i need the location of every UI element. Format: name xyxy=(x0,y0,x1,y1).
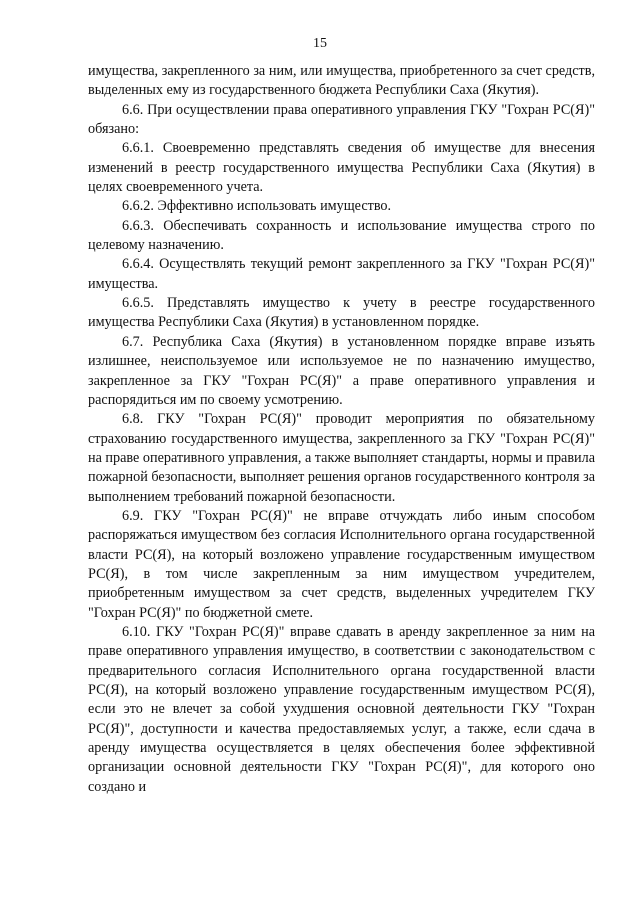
paragraph-6-6-5: 6.6.5. Представлять имущество к учету в реестре государственного имущества Республики Саха (Якутия) в установленном порядке. xyxy=(88,295,595,331)
paragraph-6-6-3: 6.6.3. Обеспечивать сохранность и использование имущества строго по целевому назначению. xyxy=(88,217,595,254)
paragraph-continuation: имущества, закрепленного за ним, или имущества, приобретенного за счет средств, выделенных ему из государственного бюджета Республики Саха (Якутия). xyxy=(88,63,595,99)
paragraph-6-10: 6.10. ГКУ "Гохран РС(Я)" вправе сдавать в аренду закрепленное за ним на праве оперативного управления имущество, в соответствии с законодательством с предварительного согласия Исполнительного органа государственной власти РС(Я), на который возложено управление государственным имуществом РС(Я), если это не влечет за собой ухудшения основной деятельности ГКУ "Гохран РС(Я)", доступности и качества предоставляемых услуг, а также, если сдача в аренду имущества осуществляется в целях обеспечения более эффективной организации основной деятельности ГКУ "Гохран РС(Я)", для которого оно создано и xyxy=(88,623,595,795)
paragraph-6-6-1: 6.6.1. Своевременно представлять сведения об имуществе для внесения изменений в реестр государственного имущества Республики Саха (Якутия) в целях своевременного учета. xyxy=(88,140,595,196)
paragraph-6-6-2: 6.6.2. Эффективно использовать имущество. xyxy=(122,198,392,215)
paragraph-6-7: 6.7. Республика Саха (Якутия) в установленном порядке вправе изъять излишнее, неиспользуемое или используемое не по назначению имущество, закрепленное за ГКУ "Гохран РС(Я)" а праве оперативного управления и распорядиться им по своему усмотрению. xyxy=(88,333,595,408)
paragraph-6-6: 6.6. При осуществлении права оперативного управления ГКУ "Гохран РС(Я)" обязано: xyxy=(88,101,595,138)
paragraph-6-6-4: 6.6.4. Осуществлять текущий ремонт закрепленного за ГКУ "Гохран РС(Я)" имущества. xyxy=(88,256,595,292)
document-body xyxy=(88,62,595,797)
page-number: 15 xyxy=(313,36,327,51)
paragraph-6-9: 6.9. ГКУ "Гохран РС(Я)" не вправе отчуждать либо иным способом распоряжаться имуществом без согласия Исполнительного органа государственной власти РС(Я), на который возложено управление государственным имуществом РС(Я), в том числе закрепленным за ним имуществом учредителем, приобретенным имуществом за счет средств, выделенных учредителем ГКУ "Гохран РС(Я)" по бюджетной смете. xyxy=(88,507,595,621)
paragraph-6-8: 6.8. ГКУ "Гохран РС(Я)" проводит мероприятия по обязательному страхованию государственного имущества, закрепленного за ГКУ "Гохран РС(Я)" на праве оперативного управления, а также выполняет стандарты, нормы и правила пожарной безопасности, выполняет решения органов государственного контроля за выполнением требований пожарной безопасности. xyxy=(88,411,596,505)
